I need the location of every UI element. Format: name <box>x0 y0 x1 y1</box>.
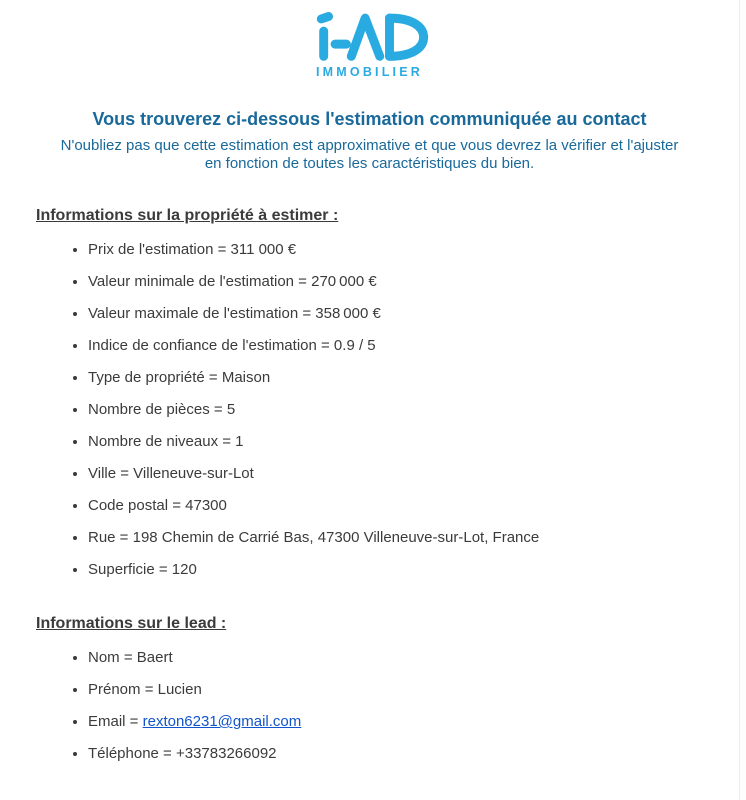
list-item-text: Nombre de niveaux = 1 <box>88 433 244 450</box>
list-item <box>88 649 739 667</box>
subtitle-line-2: en fonction de toutes les caractéristiques du bien. <box>204 155 535 172</box>
email-link[interactable]: rexton6231@gmail.com <box>142 713 302 730</box>
property-list <box>36 241 739 579</box>
list-item-text: Code postal = 47300 <box>88 497 227 514</box>
list-item-text: Nom = Baert <box>88 649 173 666</box>
iad-logo-icon <box>308 10 432 62</box>
list-item-text: Valeur minimale de l'estimation = 270 000 € <box>88 273 377 290</box>
list-item <box>88 529 739 547</box>
list-item <box>88 745 739 763</box>
section-heading-lead: Informations sur le lead : <box>36 615 227 632</box>
section-heading-property: Informations sur la propriété à estimer : <box>36 207 339 224</box>
list-item-text: Prix de l'estimation = 311 000 € <box>88 241 297 258</box>
logo <box>0 10 739 79</box>
list-item <box>88 497 739 515</box>
list-item-text: Nombre de pièces = 5 <box>88 401 236 418</box>
page-title: Vous trouverez ci-dessous l'estimation communiquée au contact <box>92 109 647 129</box>
list-item <box>88 305 739 323</box>
logo-immobilier-label: IMMOBILIER <box>316 65 423 79</box>
list-item <box>88 465 739 483</box>
page-subtitle <box>0 137 739 173</box>
list-item <box>88 273 739 291</box>
list-item <box>88 433 739 451</box>
list-item-text: Type de propriété = Maison <box>88 369 271 386</box>
list-item <box>88 681 739 699</box>
lead-list <box>36 649 739 763</box>
email-label: Email = <box>88 713 143 730</box>
list-item-text: Indice de confiance de l'estimation = 0.9 / 5 <box>88 337 376 354</box>
list-item-email <box>88 713 739 731</box>
list-item <box>88 337 739 355</box>
list-item <box>88 401 739 419</box>
list-item-text: Téléphone = +33783266092 <box>88 745 277 762</box>
list-item-text: Ville = Villeneuve-sur-Lot <box>88 465 254 482</box>
list-item-text: Valeur maximale de l'estimation = 358 000 € <box>88 305 381 322</box>
list-item-text: Superficie = 120 <box>88 561 197 578</box>
list-item <box>88 561 739 579</box>
list-item-text: Rue = 198 Chemin de Carrié Bas, 47300 Villeneuve-sur-Lot, France <box>88 529 540 546</box>
subtitle-line-1: N'oubliez pas que cette estimation est approximative et que vous devrez la vérifier et l'ajuster <box>60 137 679 154</box>
list-item <box>88 369 739 387</box>
list-item-text: Prénom = Lucien <box>88 681 202 698</box>
list-item <box>88 241 739 259</box>
